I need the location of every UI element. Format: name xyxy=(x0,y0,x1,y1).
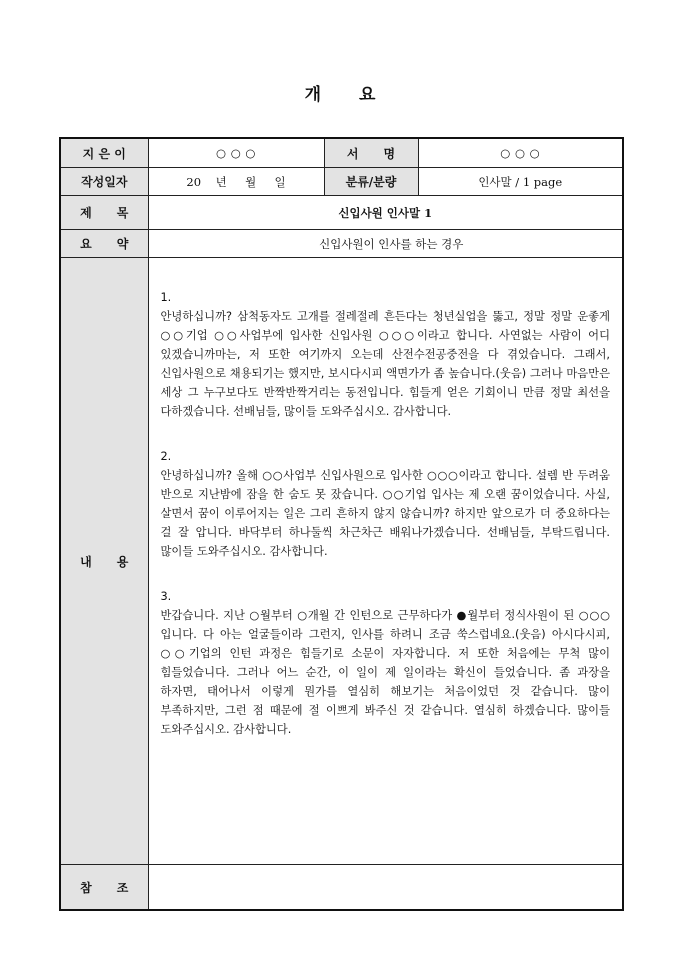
date-row xyxy=(60,168,623,196)
summary-row xyxy=(60,230,623,258)
summary-label: 요 약 xyxy=(60,230,148,258)
signature-label: 서 명 xyxy=(324,138,418,168)
page-title-left: 개 xyxy=(304,85,321,105)
paragraph-1-number: 1. xyxy=(160,291,172,304)
paragraph-3-text: 반갑습니다. 지난 ○월부터 ○개월 간 인턴으로 근무하다가 ●월부터 정식사원이 된 ○○○입니다. 다 아는 얼굴들이라 그런지, 인사를 하려니 조금 쑥스럽네요.(웃음) 아시다시피, ○○기업의 인턴 과정은 힘들기로 소문이 자자합니다. 저 또한 처음에는 무척 많이 힘들었습니다. 그러나 어느 순간, 이 일이 제 일이라는 확신이 들었습니다. 좀 과장을 하자면, 태어나서 이렇게 뭔가를 열심히 해보기는 처음이었던 것 같습니다. 많이 부족하지만, 그런 점 때문에 절 이쁘게 봐주신 것 같습니다. 열심히 하겠습니다. 많이들 도와주십시오. 감사합니다. xyxy=(160,609,610,736)
paragraph-1 xyxy=(161,288,611,421)
author-label: 지 은 이 xyxy=(60,138,148,168)
reference-row xyxy=(60,865,623,911)
content-body[interactable] xyxy=(148,258,623,865)
paragraph-2-text: 안녕하십니까? 올해 ○○사업부 신입사원으로 입사한 ○○○이라고 합니다. 설렘 반 두려움 반으로 지난밤에 잠을 한 숨도 못 잤습니다. ○○기업 입사는 제 오랜 꿈이었습니다. 사실, 살면서 꿈이 이루어지는 일은 그리 흔하지 않지 않습니까? 하지만 앞으로가 더 중요하다는 걸 잘 압니다. 바닥부터 하나둘씩 차근차근 배워나가겠습니다. 선배님들, 부탁드립니다. 많이들 도와주십시오. 감사합니다. xyxy=(160,469,610,558)
summary-value[interactable]: 신입사원이 인사를 하는 경우 xyxy=(148,230,623,258)
summary-form-table xyxy=(59,137,624,911)
subject-value[interactable]: 신입사원 인사말 1 xyxy=(148,196,623,230)
category-value[interactable]: 인사말 / 1 page xyxy=(418,168,623,196)
author-row xyxy=(60,138,623,168)
reference-label: 참 조 xyxy=(60,865,148,911)
subject-label: 제 목 xyxy=(60,196,148,230)
subject-row xyxy=(60,196,623,230)
paragraph-1-text: 안녕하십니까? 삼척동자도 고개를 절레절레 흔든다는 청년실업을 뚫고, 정말 정말 운좋게 ○○기업 ○○사업부에 입사한 신입사원 ○○○이라고 합니다. 사연없는 사람이 어디 있겠습니까마는, 저 또한 여기까지 오는데 산전수전공중전을 다 겪었습니다. 그래서, 신입사원으로 채용되기는 했지만, 보시다시피 액면가가 좀 높습니다.(웃음) 그러나 마음만은 세상 그 누구보다도 반짝반짝거리는 동전입니다. 힘들게 얻은 기회이니 만큼 정말 최선을 다하겠습니다. 선배님들, 많이들 도와주십시오. 감사합니다. xyxy=(160,310,610,418)
page-title-right: 요 xyxy=(359,85,376,105)
reference-value[interactable] xyxy=(148,865,623,911)
content-row xyxy=(60,258,623,865)
author-value[interactable]: ○ ○ ○ xyxy=(148,138,324,168)
page-title xyxy=(0,80,680,105)
paragraph-3 xyxy=(161,587,611,739)
date-label: 작성일자 xyxy=(60,168,148,196)
category-label: 분류/분량 xyxy=(324,168,418,196)
signature-value[interactable]: ○ ○ ○ xyxy=(418,138,623,168)
date-value[interactable]: 20 년 월 일 xyxy=(148,168,324,196)
paragraph-2 xyxy=(161,447,611,561)
paragraph-2-number: 2. xyxy=(160,450,172,463)
paragraph-3-number: 3. xyxy=(160,590,172,603)
content-label: 내 용 xyxy=(60,258,148,865)
